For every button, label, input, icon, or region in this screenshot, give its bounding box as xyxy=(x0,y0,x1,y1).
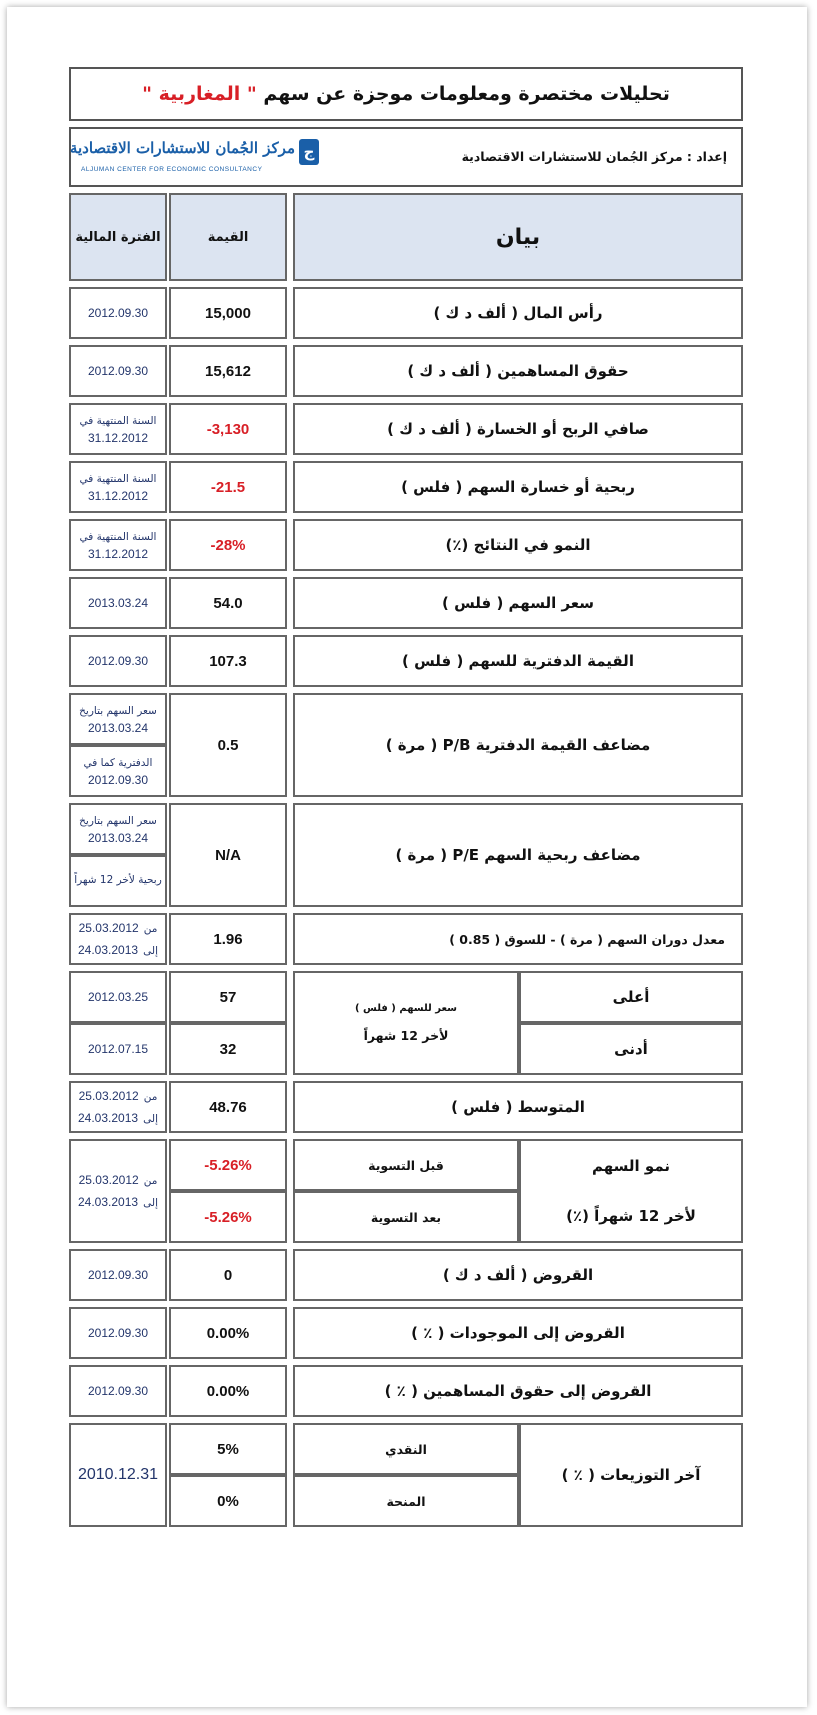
turnover-to xyxy=(78,939,158,961)
from-date: 25.03.2012 xyxy=(78,1089,139,1104)
low-label xyxy=(519,1023,743,1075)
row-label xyxy=(293,577,743,629)
row-date-line1: السنة المنتهية في xyxy=(79,415,157,428)
row-value-text: 54.0 xyxy=(213,594,243,612)
average-to xyxy=(78,1107,158,1129)
dist-bonus-value-text: 0% xyxy=(217,1492,239,1510)
row-date-line2: 31.12.2012 xyxy=(87,430,149,445)
header-period-text: الفترة المالية xyxy=(75,229,161,245)
row-value xyxy=(169,519,287,571)
high-label-text: أعلى xyxy=(612,988,650,1006)
average-value-text: 48.76 xyxy=(209,1098,247,1116)
row-date xyxy=(69,577,167,629)
pe-label xyxy=(293,803,743,907)
row-label xyxy=(293,345,743,397)
row-label-text: القروض ( ألف د ك ) xyxy=(442,1266,594,1284)
growth-label xyxy=(519,1139,743,1243)
report-page xyxy=(7,7,807,1707)
growth-from xyxy=(79,1169,158,1191)
row-date-text: 2012.09.30 xyxy=(87,1384,149,1398)
dist-cash-value-text: 5% xyxy=(217,1440,239,1458)
logo-arabic: مركز الجُمان للاستشارات الاقتصادية xyxy=(69,139,295,157)
row-date-text: 2013.03.24 xyxy=(87,596,149,610)
row-label xyxy=(293,403,743,455)
dist-cash-label-text: النقدي xyxy=(385,1441,427,1457)
row-date-line2: 31.12.2012 xyxy=(87,488,149,503)
high-date-text: 2012.03.25 xyxy=(87,990,149,1004)
row-value-text: 0.00% xyxy=(206,1382,250,1400)
dist-cash-label xyxy=(293,1423,519,1475)
row-date xyxy=(69,345,167,397)
row-label xyxy=(293,1307,743,1359)
row-date-text: 2012.09.30 xyxy=(87,306,149,320)
row-value-text: 107.3 xyxy=(209,652,247,670)
row-value xyxy=(169,403,287,455)
to-date: 24.03.2013 xyxy=(77,943,139,957)
turnover-label xyxy=(293,913,743,965)
row-value-text: -21.5 xyxy=(210,478,246,496)
row-value xyxy=(169,345,287,397)
pb-value xyxy=(169,693,287,797)
from-date: 25.03.2012 xyxy=(78,921,139,936)
low-date-text: 2012.07.15 xyxy=(87,1042,149,1056)
row-date xyxy=(69,403,167,455)
pe-date-price-line2: 2013.03.24 xyxy=(87,830,149,845)
row-value-text: 15,612 xyxy=(205,362,251,380)
row-date-text: 2012.09.30 xyxy=(87,1326,149,1340)
logo-english: ALJUMAN CENTER FOR ECONOMIC CONSULTANCY xyxy=(81,166,263,173)
low-label-text: أدنى xyxy=(614,1040,648,1058)
average-from xyxy=(79,1085,158,1107)
dist-bonus-label-text: المنحة xyxy=(386,1493,426,1509)
row-date-line1: السنة المنتهية في xyxy=(79,473,157,486)
to-label: إلى xyxy=(143,1197,159,1209)
turnover-label-text: معدل دوران السهم ( مرة ) - للسوق ( 0.85 ) xyxy=(449,931,725,947)
header-value xyxy=(169,193,287,281)
header-value-text: القيمة xyxy=(207,229,249,245)
row-date xyxy=(69,461,167,513)
pe-date-price-line1: سعر السهم بتاريخ xyxy=(79,815,157,828)
row-label xyxy=(293,461,743,513)
pb-date-book xyxy=(69,745,167,797)
growth-date xyxy=(69,1139,167,1243)
growth-after-value-text: -5.26% xyxy=(204,1208,252,1226)
from-label: من xyxy=(143,923,158,936)
company-name: " المغاربية " xyxy=(142,83,257,105)
from-label: من xyxy=(143,1091,158,1104)
growth-to xyxy=(78,1191,158,1213)
to-label: إلى xyxy=(143,945,159,957)
dist-cash-value xyxy=(169,1423,287,1475)
pe-date-price xyxy=(69,803,167,855)
row-label xyxy=(293,1365,743,1417)
row-value xyxy=(169,1307,287,1359)
pb-value-text: 0.5 xyxy=(217,736,239,754)
row-label-text: سعر السهم ( فلس ) xyxy=(442,594,594,612)
pb-date-price xyxy=(69,693,167,745)
to-date: 24.03.2013 xyxy=(77,1111,139,1125)
dist-bonus-label xyxy=(293,1475,519,1527)
row-value-text: 0.00% xyxy=(206,1324,250,1342)
turnover-value-text: 1.96 xyxy=(213,930,243,948)
row-date-line2: 31.12.2012 xyxy=(87,546,149,561)
row-label-text: النمو في النتائج (٪) xyxy=(445,536,591,554)
to-date: 24.03.2013 xyxy=(77,1195,139,1209)
average-date xyxy=(69,1081,167,1133)
row-value xyxy=(169,461,287,513)
row-date-line1: السنة المنتهية في xyxy=(79,531,157,544)
from-date: 25.03.2012 xyxy=(78,1173,139,1188)
row-date-text: 2012.09.30 xyxy=(87,654,149,668)
pe-value xyxy=(169,803,287,907)
to-label: إلى xyxy=(143,1113,159,1125)
price-range-line1: سعر للسهم ( فلس ) xyxy=(355,1003,457,1014)
row-value xyxy=(169,1249,287,1301)
preparer-box xyxy=(69,127,743,187)
row-date xyxy=(69,1307,167,1359)
pe-value-text: N/A xyxy=(215,846,241,864)
row-value xyxy=(169,287,287,339)
growth-after-label xyxy=(293,1191,519,1243)
pe-label-text: مضاعف ربحية السهم P/E ( مرة ) xyxy=(395,846,641,864)
growth-before-value xyxy=(169,1139,287,1191)
logo xyxy=(69,137,321,179)
row-label xyxy=(293,287,743,339)
row-label-text: حقوق المساهمين ( ألف د ك ) xyxy=(407,362,629,380)
row-label-text: القيمة الدفترية للسهم ( فلس ) xyxy=(402,652,634,670)
header-period xyxy=(69,193,167,281)
high-date xyxy=(69,971,167,1023)
row-label xyxy=(293,519,743,571)
row-label xyxy=(293,635,743,687)
row-date xyxy=(69,1249,167,1301)
dist-bonus-value xyxy=(169,1475,287,1527)
pb-label-text: مضاعف القيمة الدفترية P/B ( مرة ) xyxy=(385,736,651,754)
row-value xyxy=(169,577,287,629)
turnover-value xyxy=(169,913,287,965)
high-value-text: 57 xyxy=(219,988,237,1006)
row-label-text: ربحية أو خسارة السهم ( فلس ) xyxy=(401,478,635,496)
row-date xyxy=(69,635,167,687)
header-item-text: بيان xyxy=(495,224,541,250)
from-label: من xyxy=(143,1175,158,1188)
turnover-date xyxy=(69,913,167,965)
row-date xyxy=(69,519,167,571)
low-value xyxy=(169,1023,287,1075)
row-date-text: 2012.09.30 xyxy=(87,364,149,378)
row-date-text: 2012.09.30 xyxy=(87,1268,149,1282)
pe-date-earnings xyxy=(69,855,167,907)
growth-label-line1: نمو السهم xyxy=(591,1157,671,1175)
row-value-text: 0 xyxy=(223,1266,233,1284)
pb-label xyxy=(293,693,743,797)
average-label xyxy=(293,1081,743,1133)
dist-label-text: آخر التوزيعات ( ٪ ) xyxy=(561,1466,701,1484)
row-label-text: رأس المال ( ألف د ك ) xyxy=(433,304,603,322)
pb-date-book-line1: الدفترية كما في xyxy=(83,757,153,770)
row-label xyxy=(293,1249,743,1301)
row-label-text: القروض إلى حقوق المساهمين ( ٪ ) xyxy=(384,1382,652,1400)
low-date xyxy=(69,1023,167,1075)
preparer-text: إعداد : مركز الجُمان للاستشارات الاقتصادية xyxy=(461,149,727,164)
row-value-text: 15,000 xyxy=(205,304,251,322)
row-value xyxy=(169,635,287,687)
growth-before-label-text: قبل التسوية xyxy=(368,1157,444,1173)
dist-date xyxy=(69,1423,167,1527)
dist-date-text: 2010.12.31 xyxy=(77,1466,159,1483)
row-date xyxy=(69,1365,167,1417)
low-value-text: 32 xyxy=(219,1040,237,1058)
pb-date-price-line2: 2013.03.24 xyxy=(87,720,149,735)
high-label xyxy=(519,971,743,1023)
price-range-line2: لأخر 12 شهراً xyxy=(363,1028,449,1043)
title-box xyxy=(69,67,743,121)
row-label-text: القروض إلى الموجودات ( ٪ ) xyxy=(411,1324,625,1342)
price-range-label xyxy=(293,971,519,1075)
row-value xyxy=(169,1365,287,1417)
growth-before-label xyxy=(293,1139,519,1191)
pb-date-book-line2: 2012.09.30 xyxy=(87,772,149,787)
growth-label-line2: لأخر 12 شهراً (٪) xyxy=(566,1207,696,1225)
title-text: تحليلات مختصرة ومعلومات موجزة عن سهم xyxy=(256,83,670,105)
average-label-text: المتوسط ( فلس ) xyxy=(451,1098,585,1116)
high-value xyxy=(169,971,287,1023)
growth-before-value-text: -5.26% xyxy=(204,1156,252,1174)
growth-after-label-text: بعد التسوية xyxy=(370,1209,442,1225)
growth-after-value xyxy=(169,1191,287,1243)
page-title xyxy=(142,83,670,105)
row-date xyxy=(69,287,167,339)
average-value xyxy=(169,1081,287,1133)
row-value-text: -28% xyxy=(210,536,246,554)
pe-date-earnings-text: ربحية لأخر 12 شهراً xyxy=(74,874,162,887)
row-label-text: صافي الربح أو الخسارة ( ألف د ك ) xyxy=(387,420,649,438)
header-item xyxy=(293,193,743,281)
turnover-from xyxy=(79,917,158,939)
pb-date-price-line1: سعر السهم بتاريخ xyxy=(79,705,157,718)
dist-label xyxy=(519,1423,743,1527)
row-value-text: -3,130 xyxy=(206,420,250,438)
logo-mark-icon: ج xyxy=(299,139,319,165)
